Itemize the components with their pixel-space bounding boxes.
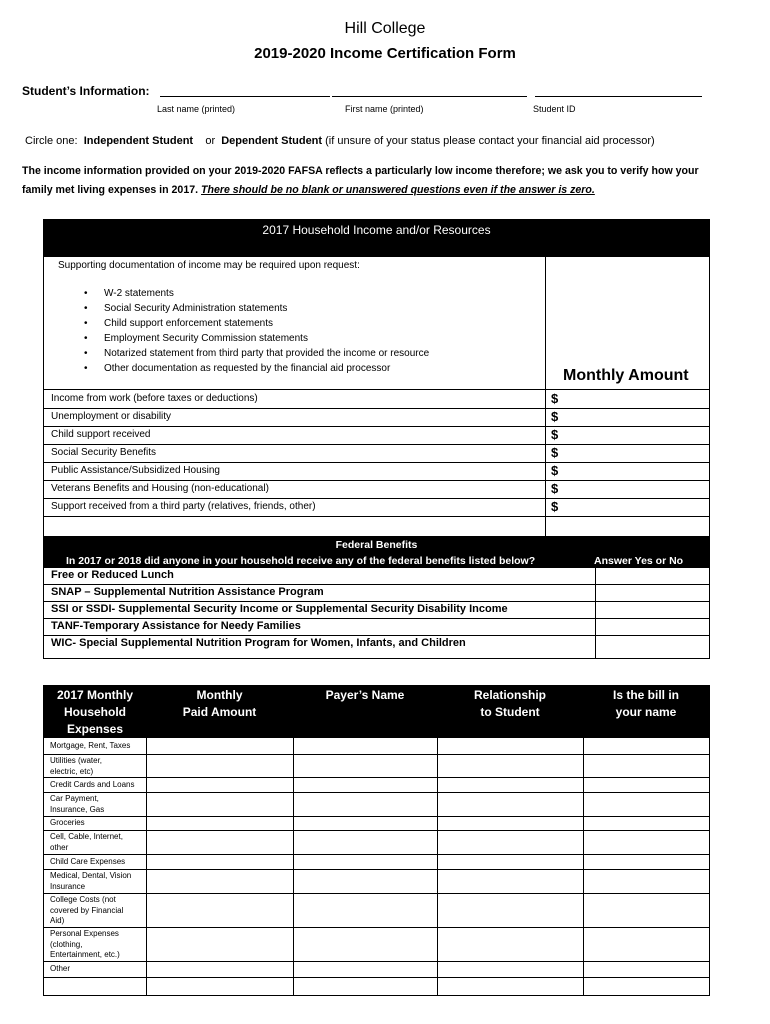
expense-row-blank (44, 978, 709, 995)
income-row-label: Social Security Benefits (51, 447, 157, 458)
federal-benefits-question: In 2017 or 2018 did anyone in your household receive any of the federal benefits listed below? (66, 555, 536, 567)
income-row-label: Veterans Benefits and Housing (non-educational) (51, 483, 269, 494)
income-section-title: 2017 Household Income and/or Resources (44, 220, 709, 257)
expense-row (44, 870, 709, 894)
expenses-table (43, 685, 710, 996)
federal-benefit-row (44, 585, 709, 602)
header-text: Monthly (196, 688, 243, 702)
header-text: Paid Amount (182, 705, 257, 719)
income-row (44, 426, 709, 445)
header-text: your name (615, 705, 677, 719)
first-name-caption: First name (printed) (345, 104, 424, 114)
first-name-field[interactable] (332, 96, 527, 97)
federal-benefits-title: Federal Benefits (335, 539, 418, 551)
income-section (43, 219, 710, 538)
income-row-dollar: $ (551, 409, 559, 424)
income-row (44, 462, 709, 481)
income-row-dollar: $ (551, 463, 559, 478)
federal-benefit-answer[interactable] (596, 636, 708, 656)
header-text: Household (64, 705, 126, 719)
independent-student-option[interactable]: Independent Student (83, 135, 194, 147)
circle-one-prefix: Circle one: (25, 135, 78, 147)
federal-benefit-row (44, 602, 709, 619)
expense-row (44, 793, 709, 817)
expenses-col-header (44, 687, 146, 738)
header-text: Is the bill in (612, 688, 679, 702)
status-note: (if unsure of your status please contact your financial aid processor) (325, 135, 655, 147)
supporting-doc-item: • Notarized statement from third party that provided the income or resource (54, 346, 534, 361)
federal-benefit-label: SSI or SSDI- Supplemental Security Income or Supplemental Security Disability Income (51, 603, 508, 615)
income-row-label: Income from work (before taxes or deductions) (51, 393, 258, 404)
income-row-dollar: $ (551, 499, 559, 514)
expense-label: College Costs (not covered by Financial Aid) (50, 895, 124, 925)
expense-row (44, 855, 709, 870)
expenses-header (44, 686, 709, 738)
federal-benefits-header (44, 536, 709, 568)
income-row-label: Child support received (51, 429, 151, 440)
income-row-label: Unemployment or disability (51, 411, 172, 422)
relationship-header (437, 687, 583, 721)
expense-label: Medical, Dental, Vision Insurance (50, 871, 132, 891)
federal-benefits-section (43, 536, 710, 659)
last-name-field[interactable] (160, 96, 330, 97)
student-info-label: Student’s Information: (22, 84, 150, 98)
federal-benefit-answer[interactable] (596, 568, 708, 584)
income-row (44, 498, 709, 517)
expense-label: Car Payment, Insurance, Gas (50, 794, 105, 814)
or-text: or (205, 135, 216, 147)
federal-benefit-label: TANF-Temporary Assistance for Needy Families (51, 620, 301, 632)
income-row (44, 480, 709, 499)
income-row (44, 390, 709, 409)
header-text: Relationship (473, 688, 546, 702)
federal-benefit-answer[interactable] (596, 602, 708, 618)
income-rows (44, 390, 709, 537)
answer-header: Answer Yes or No (594, 555, 684, 567)
expense-row (44, 817, 709, 831)
income-row-dollar: $ (551, 391, 559, 406)
circle-one-line (25, 135, 655, 147)
supporting-doc-item: • Other documentation as requested by the financial aid processor (54, 361, 534, 376)
monthly-amount-header: Monthly Amount (563, 367, 689, 384)
income-row-dollar: $ (551, 445, 559, 460)
payer-name-header: Payer’s Name (325, 688, 405, 702)
expense-row (44, 831, 709, 855)
supporting-heading: Supporting documentation of income may be required upon request: (58, 260, 360, 271)
income-row (44, 408, 709, 427)
supporting-doc-item: • Social Security Administration statements (54, 301, 534, 316)
expense-row (44, 928, 709, 962)
expense-row (44, 778, 709, 793)
student-id-caption: Student ID (533, 104, 576, 114)
income-row-label: Public Assistance/Subsidized Housing (51, 465, 220, 476)
federal-benefit-row (44, 636, 709, 656)
expense-label: Groceries (50, 818, 85, 827)
expense-label: Personal Expenses (clothing, Entertainment, etc.) (50, 929, 120, 959)
federal-benefit-label: Free or Reduced Lunch (51, 569, 174, 581)
expense-label: Mortgage, Rent, Taxes (50, 741, 131, 750)
expense-row (44, 894, 709, 928)
monthly-paid-header (146, 687, 293, 721)
federal-benefit-label: WIC- Special Supplemental Nutrition Program for Women, Infants, and Children (51, 637, 466, 649)
header-text: 2017 Monthly (56, 688, 134, 702)
intro-line2-plain: family met living expenses in 2017. (22, 184, 199, 196)
federal-benefit-row (44, 568, 709, 585)
expense-label: Cell, Cable, Internet, other (50, 832, 123, 852)
bill-in-name-header (583, 687, 709, 721)
federal-benefit-row (44, 619, 709, 636)
expense-row (44, 738, 709, 755)
form-title: 2019-2020 Income Certification Form (254, 45, 516, 62)
student-id-field[interactable] (535, 96, 702, 97)
header-text: to Student (480, 705, 540, 719)
expense-label: Credit Cards and Loans (50, 780, 135, 789)
federal-benefit-label: SNAP – Supplemental Nutrition Assistance Program (51, 586, 324, 598)
intro-line2-emphasis: There should be no blank or unanswered questions even if the answer is zero. (201, 184, 595, 196)
supporting-doc-item: • Child support enforcement statements (54, 316, 534, 331)
supporting-doc-item: • Employment Security Commission statements (54, 331, 534, 346)
income-row-dollar: $ (551, 481, 559, 496)
income-row-label: Support received from a third party (relatives, friends, other) (51, 501, 316, 512)
intro-line1: The income information provided on your 2019-2020 FAFSA reflects a particularly low income therefore; we ask you to verify how your (22, 165, 699, 177)
expense-row (44, 962, 709, 978)
expense-label: Other (50, 964, 71, 973)
last-name-caption: Last name (printed) (157, 104, 236, 114)
federal-benefit-answer[interactable] (596, 585, 708, 601)
expense-label: Child Care Expenses (50, 857, 126, 866)
income-row-blank (44, 516, 709, 536)
supporting-docs-list (54, 286, 534, 376)
expense-row (44, 755, 709, 778)
dependent-student-option[interactable]: Dependent Student (221, 135, 323, 147)
supporting-doc-item: • W-2 statements (54, 286, 534, 301)
header-text: Expenses (66, 722, 124, 736)
intro-line2 (22, 184, 595, 196)
income-row-dollar: $ (551, 427, 559, 442)
federal-benefit-answer[interactable] (596, 619, 708, 635)
income-row (44, 444, 709, 463)
expense-label: Utilities (water, electric, etc) (50, 756, 103, 776)
college-name: Hill College (344, 20, 426, 37)
